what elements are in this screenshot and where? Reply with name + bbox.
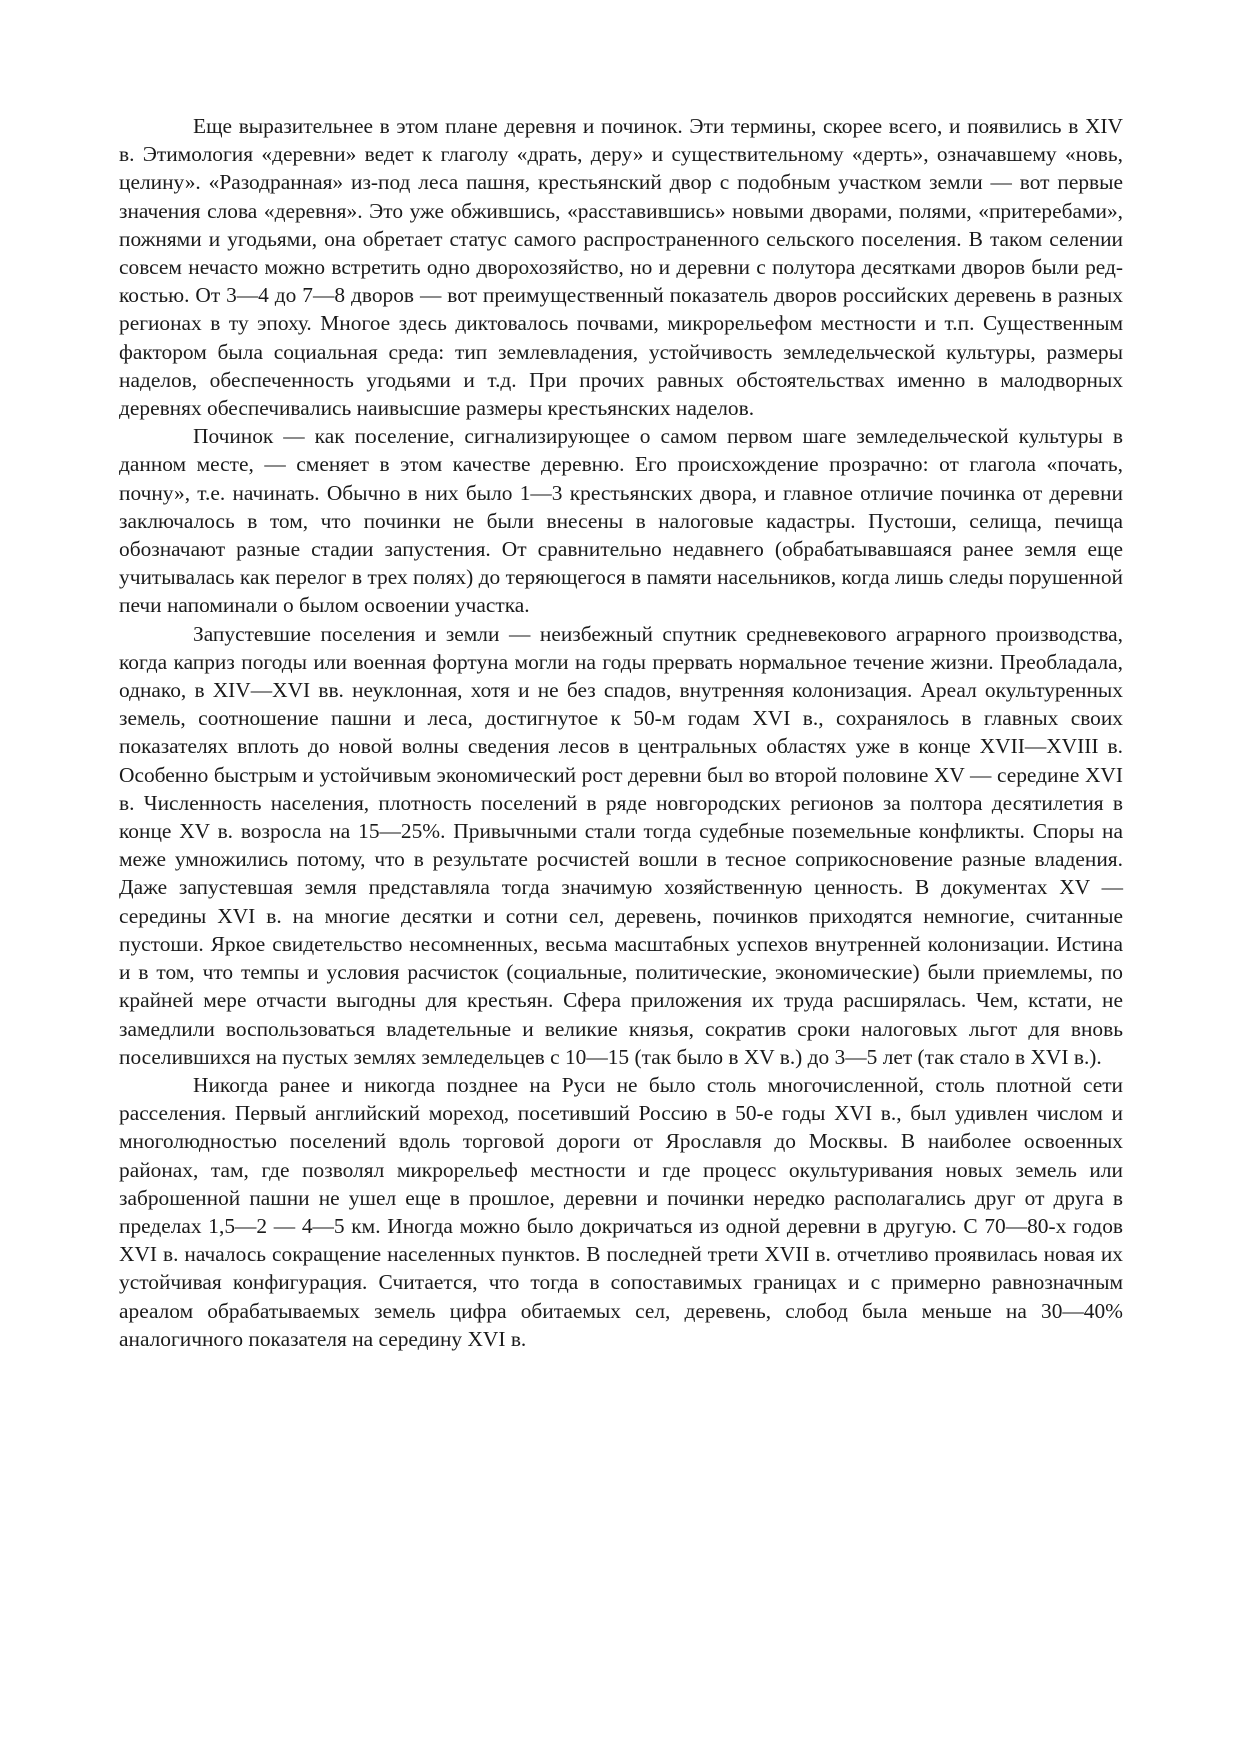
paragraph-settlement-density: Никогда ранее и никогда позднее на Руси не было столь многочисленной, столь плотной сети расселения. Первый английский мореход, посетивший Россию в 50-е годы XVI в., был удивлен числом и многолюдностью поселений вдоль торговой дороги от Ярославля до Москвы. В наиболее освоенных районах, там, где позволял микрорельеф местности и где процесс окультуривания новых земель или заброшенной пашни не ушел еще в прошлое, деревни и починки нередко располагались друг от друга в пределах 1,5—2 — 4—5 км. Иногда можно было докричаться из одной деревни в другую. С 70—80-х годов XVI в. началось сокращение населенных пунктов. В последней трети XVII в. отчетливо проявилась новая их устойчивая конфигурация. Считается, что тогда в сопоставимых границах и с примерно равнозначным ареалом обрабатываемых земель цифра обитаемых сел, деревень, слобод была меньше на 30—40% аналогичного показателя на середину XVI в. (119, 1072, 1123, 1351)
paragraph-pochinok: Починок — как поселение, сигнализирующее о самом первом шаге земледельческой культуры в данном месте, — сменяет в этом качестве деревню. Его происхождение прозрачно: от глагола «почать, почну», т.е. начинать. Обычно в них было 1—3 крестьянских двора, и главное отличие починка от деревни заключалось в том, что починки не были внесены в налоговые кадастры. Пустоши, селища, печища обозначают разные стадии запустения. От сравнительно недавнего (обрабатывавшаяся ранее земля еще учитывалась как перелог в трех полях) до теряющегося в памяти насельников, когда лишь следы порушенной печи напоминали о былом освоении участка. (119, 424, 1123, 618)
paragraph-abandoned-lands: Запустевшие поселения и земли — неизбежный спутник средневекового аграрного производства, когда каприз погоды или военная фортуна могли на годы прервать нормальное течение жизни. Преобладала, однако, в XIV—XVI вв. неуклонная, хотя и не без спадов, внутренняя колонизация. Ареал окультуренных земель, соотношение пашни и леса, достигнутое к 50-м годам XVI в., сохранялось в главных своих показателях вплоть до новой волны сведения лесов в центральных областях уже в конце XVII—XVIII в. Особенно быстрым и устойчивым экономический рост деревни был во второй половине XV — середине XVI в. Численность населения, плотность поселений в ряде новгородских регионов за полтора десятилетия в конце XV в. возросла на 15—25%. Привычными стали тогда судебные поземельные конфликты. Споры на меже умножились потому, что в результате росчистей вошли в тесное соприкосновение разные владения. Даже запустевшая земля представляла тогда значимую хозяйственную ценность. В документах XV — середины XVI в. на многие десятки и сотни сел, деревень, починков приходятся немногие, считанные пустоши. Яркое свидетельство несомненных, весьма масштабных успехов внутренней колонизации. Истина и в том, что темпы и условия расчисток (социальные, политические, экономические) были приемлемы, по крайней мере отчасти выгодны для крестьян. Сфера приложения их труда расширялась. Чем, кстати, не замедлили воспользоваться владетельные и великие князья, сократив сроки налоговых льгот для вновь поселившихся на пустых землях земледельцев с 10—15 (так было в XV в.) до 3—5 лет (так стало в XVI в.). (119, 621, 1123, 1069)
paragraph-village-and-pochinok: Еще выразительнее в этом плане деревня и починок. Эти термины, скорее всего, и появились в XIV в. Этимология «деревни» ведет к глаголу «драть, деру» и существительному «дерть», означавшему «новь, целину». «Разодранная» из-под леса пашня, крестьянский двор с подобным участком земли — вот первые значения слова «деревня». Это уже обжившись, «расставившись» новыми дворами, полями, «притеребами», пожнями и угодьями, она обретает статус самого распространенного сельского поселения. В таком селении совсем нечасто можно встретить одно дворохозяйство, но и деревни с полутора десятками дворов были редкостью. От 3—4 до 7—8 дворов — вот преимущественный показатель дворов российских деревень в разных регионах в ту эпоху. Многое здесь диктовалось почвами, микрорельефом местности и т.п. Существенным фактором была социальная среда: тип землевладения, устойчивость земледельческой культуры, размеры наделов, обеспеченность угодьями и т.д. При прочих равных обстоятельствах именно в малодворных деревнях обеспечивались наивысшие размеры крестьянских наделов. (119, 114, 1123, 421)
document-body (119, 112, 1123, 1353)
